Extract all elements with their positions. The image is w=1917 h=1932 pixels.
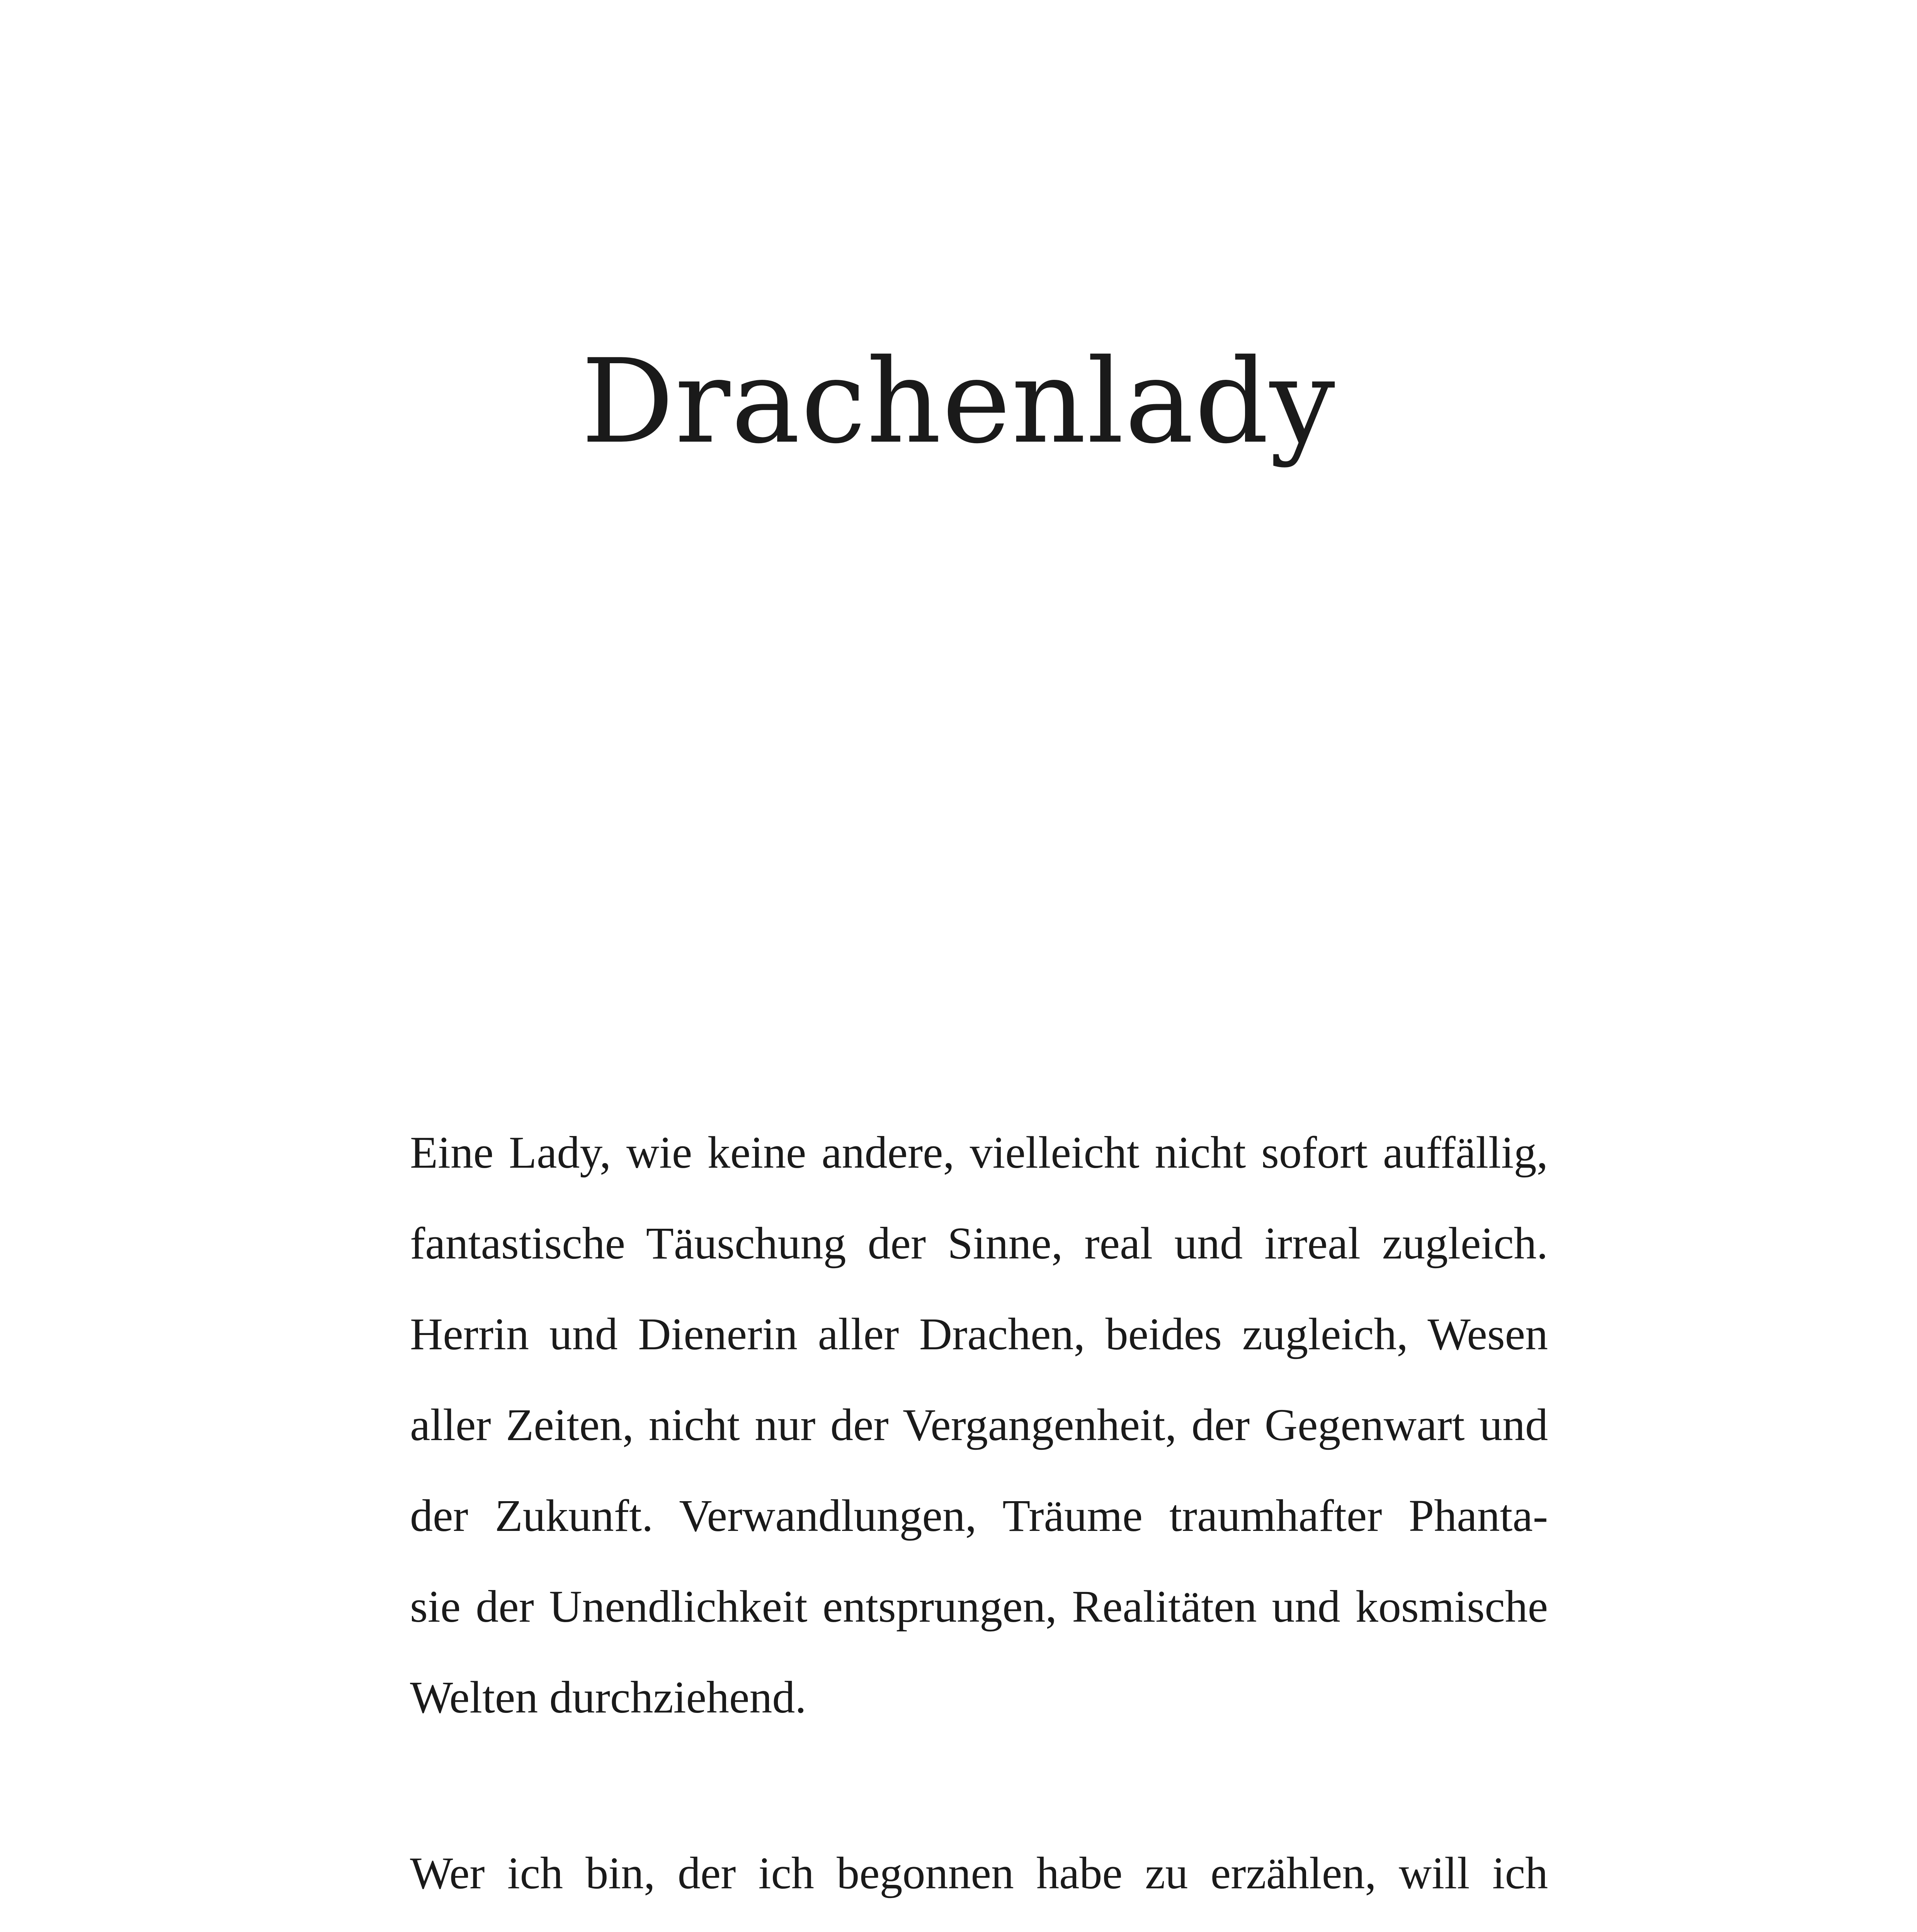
paragraph-1 [410, 1107, 1548, 1743]
text-line: sie der Unendlichkeit entsprungen, Realitäten und kosmische [410, 1581, 1548, 1632]
text-line: Herrin und Dienerin aller Drachen, beides zugleich, Wesen [410, 1309, 1548, 1359]
text-line: der Zukunft. Verwandlungen, Träume traumhafter Phanta- [410, 1490, 1548, 1541]
text-line: Wer ich bin, der ich begonnen habe zu erzählen, will ich [410, 1848, 1548, 1898]
text-line [410, 1918, 1548, 1932]
text-line: Eine Lady, wie keine andere, vielleicht nicht sofort auffällig, [410, 1127, 1548, 1178]
text-line: aller Zeiten, nicht nur der Vergangenheit, der Gegenwart und [410, 1400, 1548, 1450]
text-line: Welten durchziehend. [410, 1672, 806, 1723]
text-line: fantastische Täuschung der Sinne, real und irreal zugleich. [410, 1218, 1548, 1269]
page-title: Drachenlady [581, 334, 1336, 469]
paragraph-2 [410, 1828, 1548, 1932]
